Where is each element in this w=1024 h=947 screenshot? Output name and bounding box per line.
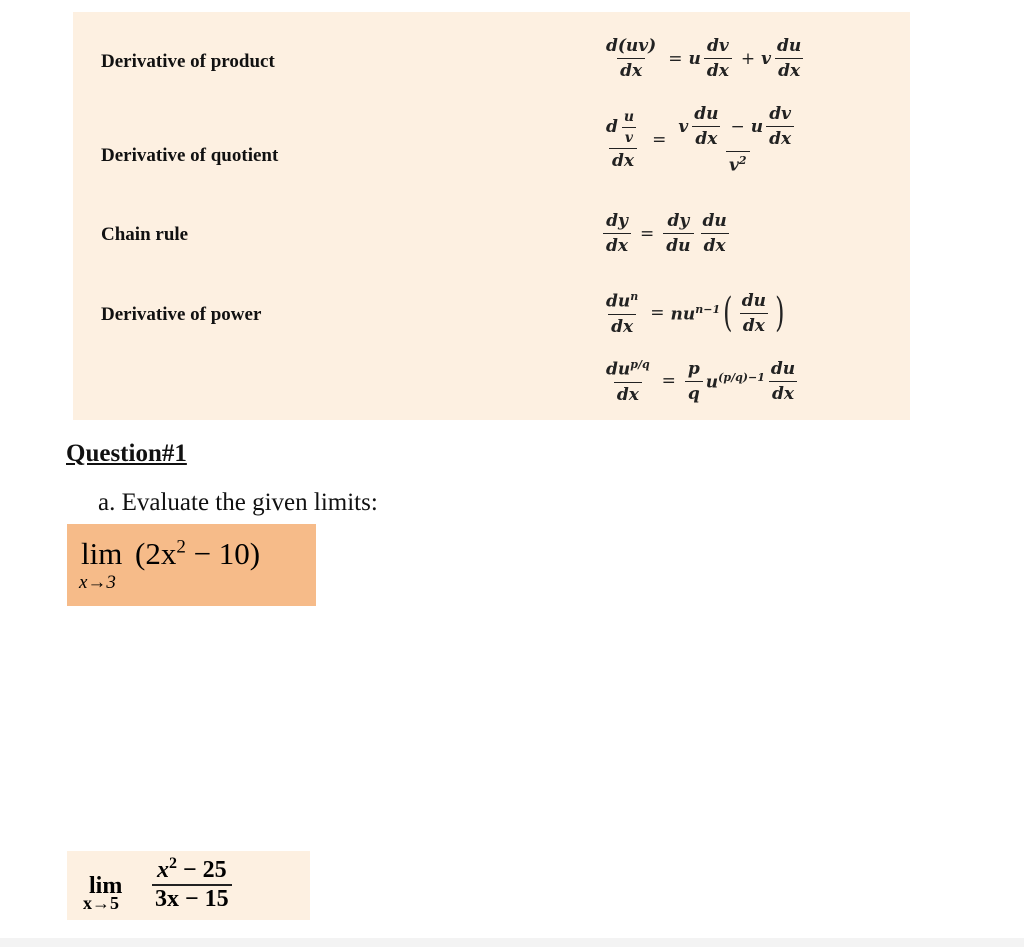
formula-rational-power (600, 358, 801, 405)
eq: = (668, 48, 683, 69)
question-part-a: a. Evaluate the given limits: (98, 489, 378, 516)
den: du (663, 233, 693, 256)
rule-label-power: Derivative of power (101, 304, 262, 325)
eq: = (661, 371, 676, 392)
formula-product (600, 36, 807, 81)
minus: − (730, 116, 745, 137)
den: dx (609, 148, 637, 171)
num: du (741, 290, 766, 311)
sup: 2 (738, 154, 747, 167)
num: d(uv) (606, 36, 657, 56)
num (675, 104, 800, 151)
den: dx (617, 58, 645, 81)
rule-label-quotient: Derivative of quotient (101, 145, 279, 166)
num: du (777, 36, 802, 56)
term: u (688, 48, 701, 69)
num (603, 358, 653, 382)
num (603, 109, 643, 148)
limit-expr (135, 536, 260, 572)
sup: n (630, 290, 639, 303)
lim-sub: x→3 (79, 572, 116, 593)
num: dy (606, 211, 628, 231)
du: du (606, 291, 631, 312)
question-title: Question#1 (66, 440, 187, 467)
right-paren: ) (775, 290, 785, 337)
sup: 2 (176, 536, 186, 558)
expr: (2x (135, 536, 177, 571)
num: dv (706, 36, 729, 56)
num: dv (769, 104, 791, 124)
plus: + (740, 48, 756, 69)
limit-1 (67, 524, 316, 606)
nu: nu (670, 304, 696, 325)
v: v (728, 155, 739, 176)
term: v (678, 116, 689, 137)
u: u (705, 372, 719, 393)
d: d (606, 117, 618, 138)
den: dx (766, 126, 794, 149)
bottom-bar (0, 938, 1024, 947)
num: du (770, 358, 796, 379)
left-paren: ( (723, 290, 733, 337)
den: dx (701, 233, 729, 256)
limit-2 (67, 851, 310, 920)
den: dx (769, 381, 797, 404)
lim: lim (81, 536, 123, 571)
formula-chain (600, 211, 733, 256)
term: u (750, 116, 764, 137)
den (726, 151, 750, 176)
lim-sub: x→5 (83, 893, 119, 913)
coef (671, 303, 721, 325)
num: du (694, 104, 719, 124)
sup: n−1 (695, 302, 721, 316)
den: dx (692, 126, 720, 149)
den: dx (775, 58, 803, 81)
rule-label-product: Derivative of product (101, 51, 275, 72)
num: du (702, 211, 727, 231)
formula-power (600, 290, 788, 337)
num-rest: − 25 (177, 857, 227, 883)
num: p (687, 358, 700, 379)
limit-fraction (152, 855, 232, 913)
den: v (622, 127, 636, 146)
eq: = (652, 129, 667, 150)
num (154, 855, 230, 884)
lim: lim (89, 873, 123, 899)
num (603, 290, 641, 314)
den: dx (740, 313, 768, 336)
den: dx (608, 314, 636, 337)
den: q (685, 381, 703, 404)
den: dx (704, 58, 732, 81)
sup: 2 (169, 855, 177, 872)
sup: p/q (630, 358, 650, 371)
u-power (706, 371, 765, 393)
rule-label-chain: Chain rule (101, 224, 189, 245)
den: dx (614, 382, 642, 405)
eq: = (650, 303, 665, 324)
expr-rest: − 10) (185, 536, 261, 571)
sup: (p/q)−1 (718, 370, 765, 384)
num: dy (667, 211, 690, 231)
formula-quotient (600, 104, 803, 176)
eq: = (640, 223, 655, 244)
term: v (761, 48, 772, 69)
x: x (157, 857, 169, 883)
den: 3x − 15 (152, 884, 232, 913)
num: u (623, 108, 635, 125)
du: du (606, 359, 631, 380)
den: dx (603, 233, 631, 256)
